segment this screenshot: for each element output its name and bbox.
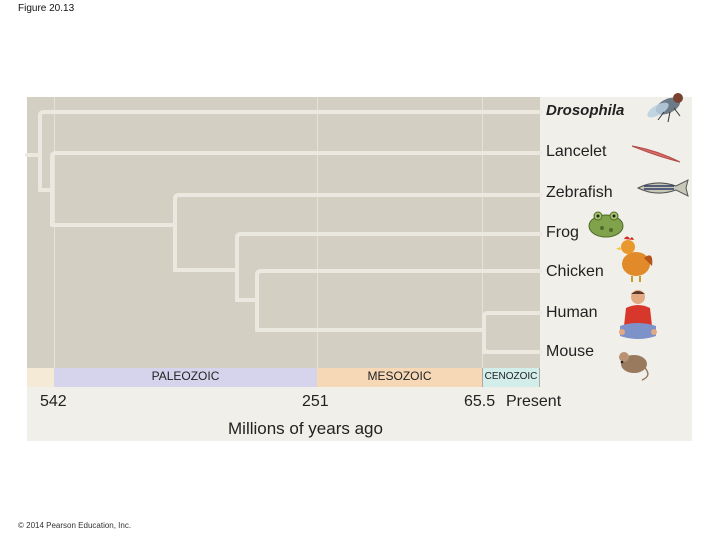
tree-node-chicken — [257, 271, 540, 330]
tick-65-5: 65.5 — [464, 393, 496, 410]
tick-present: Present — [506, 393, 562, 410]
taxon-lancelet: Lancelet — [546, 143, 607, 160]
taxon-drosophila: Drosophila — [546, 102, 625, 119]
fly-icon — [640, 84, 690, 124]
axis-label: Millions of years ago — [228, 419, 383, 438]
tick-251: 251 — [302, 393, 329, 410]
copyright-notice: © 2014 Pearson Education, Inc. — [18, 521, 132, 530]
zebrafish-icon — [634, 176, 692, 200]
lancelet-icon — [630, 140, 682, 168]
chicken-icon — [614, 234, 656, 284]
era-paleozoic: PALEOZOIC — [54, 368, 317, 387]
era-mesozoic: MESOZOIC — [317, 368, 482, 387]
tree-node-frog — [237, 234, 540, 300]
tree-node-mouse — [484, 348, 540, 352]
taxon-human: Human — [546, 304, 598, 321]
taxon-frog: Frog — [546, 224, 579, 241]
tree-node-lancelet — [52, 153, 540, 225]
tree-node-human-mouse — [484, 313, 540, 352]
taxon-zebrafish: Zebrafish — [546, 184, 613, 201]
taxon-chicken: Chicken — [546, 263, 604, 280]
taxon-mouse: Mouse — [546, 343, 595, 360]
era-precambrian — [27, 368, 54, 387]
mouse-icon — [612, 346, 652, 382]
human-icon — [616, 288, 660, 344]
era-cenozoic: CENOZOIC — [482, 368, 540, 387]
figure-title: Figure 20.13 — [18, 3, 75, 14]
tick-542: 542 — [40, 393, 67, 410]
